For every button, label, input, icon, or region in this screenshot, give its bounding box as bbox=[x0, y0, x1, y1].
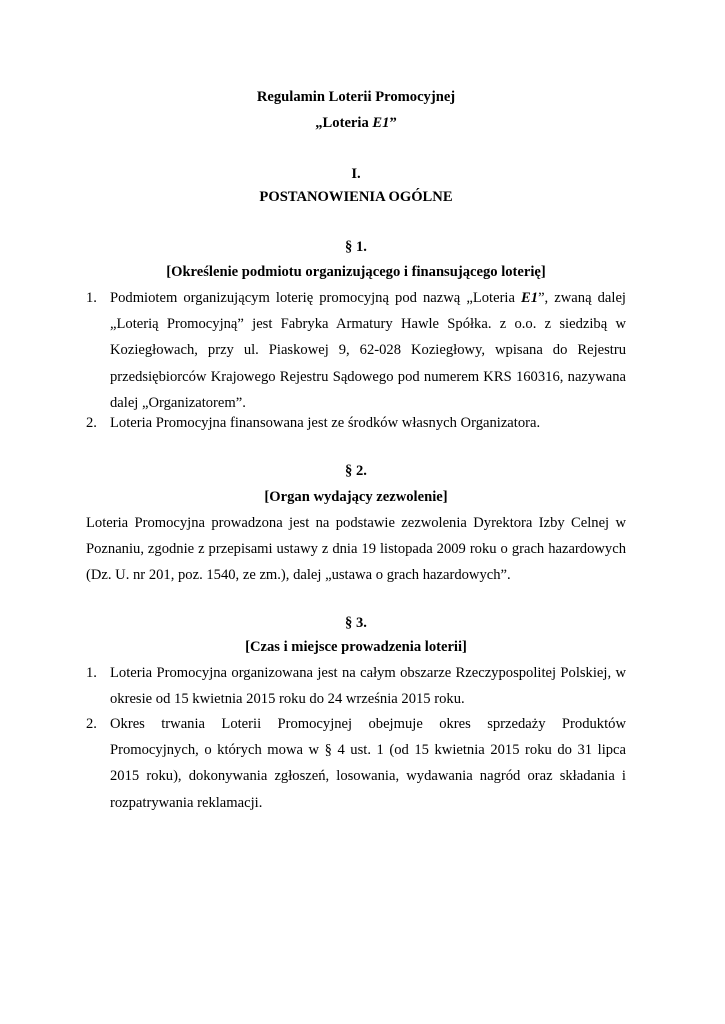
section-2-text: Loteria Promocyjna prowadzona jest na podstawie zezwolenia Dyrektora Izby Celnej w Poznaniu, zgodnie z przepisami ustawy z dnia 19 listopada 2009 roku o grach hazardowych (Dz. U. nr 201, poz. 1540, ze zm.), dalej „ustawa o grach hazardowych”. bbox=[86, 515, 626, 584]
document-title: Regulamin Loterii Promocyjnej bbox=[256, 89, 456, 105]
section-3-item-1-text: Loteria Promocyjna organizowana jest na całym obszarze Rzeczypospolitej Polskiej, w okresie od 15 kwietnia 2015 roku do 24 września 2015 roku. bbox=[110, 665, 626, 708]
subtitle-suffix: ” bbox=[389, 115, 397, 131]
item-text-start: Podmiotem organizującym loterię promocyjną pod nazwą „Loteria bbox=[110, 290, 522, 306]
section-1-item-2-number: 2. bbox=[86, 415, 97, 431]
section-1-number: § 1. bbox=[345, 239, 367, 255]
section-1-item-2-text: Loteria Promocyjna finansowana jest ze środków własnych Organizatora. bbox=[110, 415, 541, 431]
subtitle-lottery-name: E1 bbox=[372, 115, 390, 131]
item-text-end: ”, zwaną dalej „Loterią Promocyjną” jest Fabryka Armatury Hawle Spółka. z o.o. z siedzibą w Koziegłowach, przy ul. Piaskowej 9, 62-028 Koziegłowy, wpisana do Rejestru przedsiębiorców Krajowego Rejestru Sądowego pod numerem KRS 160316, nazywana dalej „Organizatorem”. bbox=[110, 290, 626, 411]
section-2-title: [Organ wydający zezwolenie] bbox=[264, 489, 448, 505]
section-3-number: § 3. bbox=[345, 615, 367, 631]
section-2-number: § 2. bbox=[345, 463, 367, 479]
document-subtitle bbox=[86, 113, 626, 133]
section-1-item-1-number: 1. bbox=[86, 290, 97, 306]
section-3-item-2-text: Okres trwania Loterii Promocyjnej obejmuje okres sprzedaży Produktów Promocyjnych, o których mowa w § 4 ust. 1 (od 15 kwietnia 2015 roku do 31 lipca 2015 roku), dokonywania zgłoszeń, losowania, wydawania nagród oraz składania i rozpatrywania reklamacji. bbox=[110, 716, 626, 811]
subtitle-prefix: „Loteria bbox=[315, 115, 373, 131]
chapter-title: POSTANOWIENIA OGÓLNE bbox=[259, 189, 453, 205]
lottery-name: E1 bbox=[521, 290, 539, 306]
section-3-item-2-number: 2. bbox=[86, 716, 97, 732]
section-3-item-1-number: 1. bbox=[86, 665, 97, 681]
chapter-number: I. bbox=[351, 166, 361, 182]
section-3-title: [Czas i miejsce prowadzenia loterii] bbox=[245, 639, 467, 655]
section-1-item-1-text bbox=[110, 285, 626, 416]
section-1-title: [Określenie podmiotu organizującego i finansującego loterię] bbox=[166, 264, 546, 280]
